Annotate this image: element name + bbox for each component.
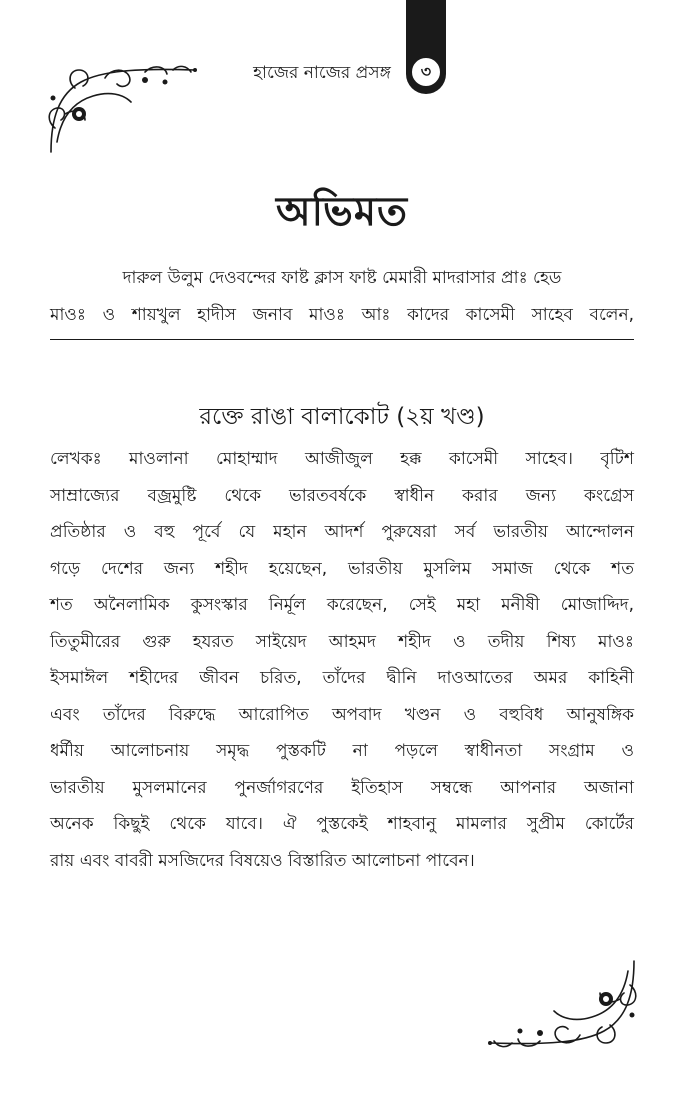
body-line: ইসমাঈল শহীদের জীবন চরিত, তাঁদের দ্বীনি দাওআতের অমর কাহিনী [50,668,634,688]
body-paragraph [50,441,634,879]
page-heading: অভিমত [275,188,409,235]
floral-ornament-icon [480,955,640,1055]
body-line: শত অনৈলামিক কুসংস্কার নির্মূল করেছেন, সেই মহা মনীষী মোজাদ্দিদ, [50,595,634,615]
body-line: ভারতীয় মুসলমানের পুনর্জাগরণের ইতিহাস সম্বন্ধে আপনার অজানা [50,777,634,798]
intro-line: মাওঃ ও শায়খুল হাদীস জনাব মাওঃ আঃ কাদের কাসেমী সাহেব বলেন, [50,305,634,325]
body-line: লেখকঃ মাওলানা মোহাম্মাদ আজীজুল হক্ক কাসেমী সাহেব। বৃটিশ [50,449,634,469]
page-number: ৩ [410,56,442,88]
body-line: অনেক কিছুই থেকে যাবে। ঐ পুস্তকেই শাহবানু মামলার সুপ্রীম কোর্টের [50,814,634,834]
body-line: ধর্মীয় আলোচনায় সমৃদ্ধ পুস্তকটি না পড়লে স্বাধীনতা সংগ্রাম ও [50,741,634,761]
intro-line: দারুল উলুম দেওবন্দের ফাষ্ট ক্লাস ফাষ্ট মেমারী মাদরাসার প্রাঃ হেড [122,268,562,288]
floral-ornament-icon [45,58,205,158]
body-line: সাম্রাজ্যের বজ্রমুষ্টি থেকে ভারতবর্ষকে স্বাধীন করার জন্য কংগ্রেস [50,485,634,506]
body-line: রায় এবং বাবরী মসজিদের বিষয়েও বিস্তারিত আলোচনা পাবেন। [50,850,475,871]
running-header-title: হাজের নাজের প্রসঙ্গ [253,63,391,83]
book-title: রক্তে রাঙা বালাকোট (২য় খণ্ড) [199,404,485,430]
body-line: এবং তাঁদের বিরুদ্ধে আরোপিত অপবাদ খণ্ডন ও বহুবিধ আনুষঙ্গিক [50,704,634,725]
body-line: তিতুমীরের গুরু হযরত সাইয়েদ আহমদ শহীদ ও তদীয় শিষ্য মাওঃ [50,631,634,652]
body-line: গড়ে দেশের জন্য শহীদ হয়েছেন, ভারতীয় মুসলিম সমাজ থেকে শত [50,558,634,579]
body-line: প্রতিষ্ঠার ও বহু পূর্বে যে মহান আদর্শ পুরুষেরা সর্ব ভারতীয় আন্দোলন [50,522,634,542]
section-divider [50,339,634,340]
